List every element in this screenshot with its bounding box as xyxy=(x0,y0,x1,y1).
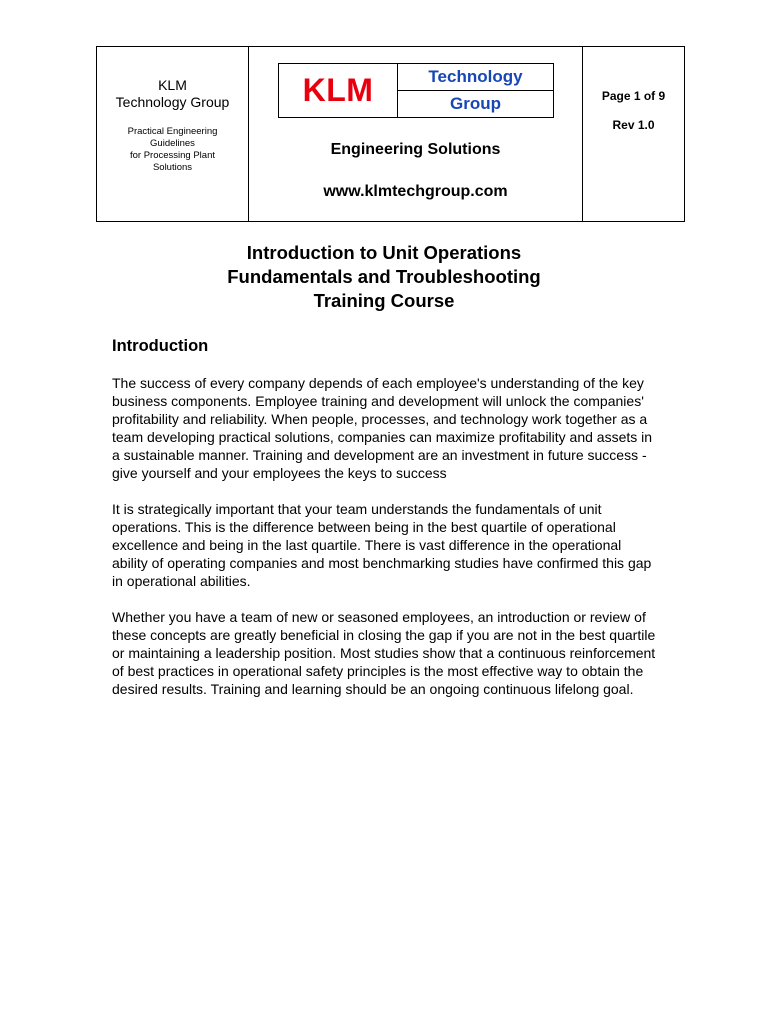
company-line-2: Technology Group xyxy=(115,94,230,110)
revision-number: Rev 1.0 xyxy=(612,118,655,132)
website-link[interactable]: www.klmtechgroup.com xyxy=(323,183,508,200)
logo-group-text: Group xyxy=(450,94,501,113)
paragraph: It is strategically important that your team understands the fundamentals of unit operations. This is the difference between being in the best quartile of operational excellence and being in the last quartile. There is vast difference in the operational ability of operating companies and most benchmarking studies have confirmed this gap in operational abilities. xyxy=(112,501,652,589)
company-tagline xyxy=(97,126,248,174)
tagline-line-2: Guidelines xyxy=(150,138,195,149)
section-body xyxy=(112,374,660,716)
document-header xyxy=(96,46,685,222)
tagline-line-3: for Processing Plant xyxy=(129,150,215,161)
title-line-3: Training Course xyxy=(313,290,455,311)
header-page-cell xyxy=(583,47,684,221)
tagline-line-1: Practical Engineering xyxy=(127,126,218,137)
header-company-cell xyxy=(97,47,249,221)
klm-logo xyxy=(278,63,554,118)
document-title xyxy=(96,241,672,313)
logo-klm-text: KLM xyxy=(279,64,398,117)
paragraph: Whether you have a team of new or seasoned employees, an introduction or review of these concepts are greatly beneficial in closing the gap if you are not in the best quartile or maintaining a leadership position. Most studies show that a continuous reinforcement of best practices in operational safety principles is the most effective way to obtain the desired results. Training and learning should be an ongoing continuous lifelong goal. xyxy=(112,609,656,697)
paragraph: The success of every company depends of each employee's understanding of the key business components. Employee training and development will unlock the companies' profitability and reliability. When people, processes, and technology work together as a team developing practical solutions, companies can maximize profitability and assets in a sustainable manner. Training and development are an investment in future success - give yourself and your employees the keys to success xyxy=(112,375,653,481)
header-logo-cell xyxy=(249,47,583,221)
title-line-1: Introduction to Unit Operations xyxy=(246,242,522,263)
company-name xyxy=(97,77,248,111)
tagline-line-4: Solutions xyxy=(152,162,193,173)
page-number: Page 1 of 9 xyxy=(601,89,666,103)
title-line-2: Fundamentals and Troubleshooting xyxy=(227,266,541,287)
logo-technology-text: Technology xyxy=(398,64,553,91)
company-line-1: KLM xyxy=(158,77,187,93)
section-heading: Introduction xyxy=(112,337,209,355)
logo-right-block xyxy=(398,64,553,117)
engineering-solutions-label: Engineering Solutions xyxy=(330,141,501,158)
